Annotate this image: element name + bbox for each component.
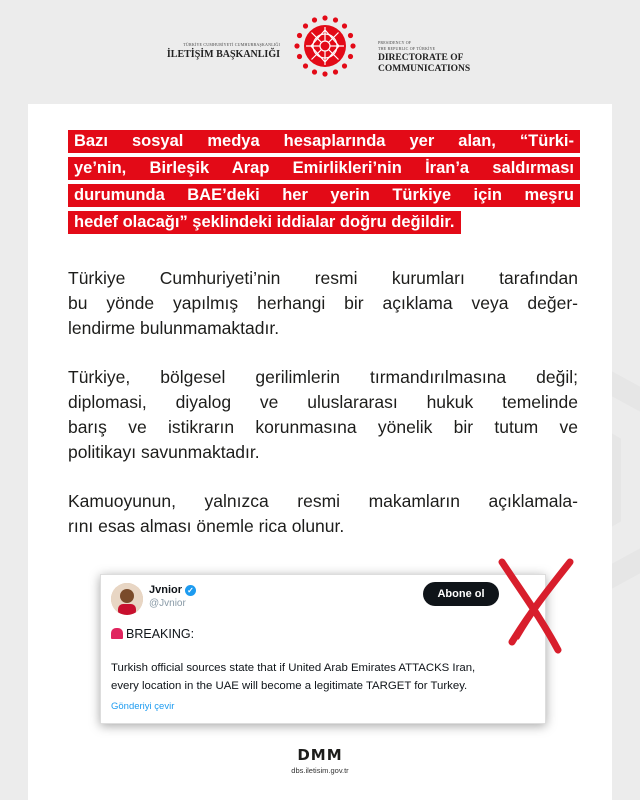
header-left-title [120,42,280,60]
statement-body [68,266,578,563]
tweet-screenshot [100,574,546,724]
paragraph-2-line-2: diplomasi, diyalog ve uluslararası hukuk temelinde [68,392,578,412]
siren-icon [111,628,123,639]
red-cross-mark-icon [496,556,576,656]
presidency-emblem-icon [293,14,357,78]
header-left-small: TÜRKİYE CUMHURİYETİ CUMHURBAŞKANLIĞI [183,42,280,47]
header-right-big-2: COMMUNICATIONS [378,64,471,74]
paragraph-3-line-1: Kamuoyunun, yalnızca resmi makamların açıklamala- [68,491,578,511]
header-right-small-1: PRESIDENCY OF [378,40,412,45]
paragraph-1-line-3: lendirme bulunmamaktadır. [68,318,280,338]
header-right-small-2: THE REPUBLIC OF TÜRKİYE [378,46,436,51]
headline-line-2: ye’nin, Birleşik Arap Emirlikleri’nin İran’a saldırması [68,157,580,180]
tweet-text [111,659,541,695]
headline-line-3: durumunda BAE’deki her yerin Türkiye için meşru [68,184,580,207]
tweet-breaking-label: BREAKING: [126,627,195,641]
follow-button[interactable]: Abone ol [423,582,499,606]
paragraph-2-line-4: politikayı savunmaktadır. [68,442,260,462]
tweet-breaking [111,627,194,641]
tweet-text-line-1: Turkish official sources state that if United Arab Emirates ATTACKS Iran, [111,662,476,674]
avatar-person-icon [111,583,143,615]
header-left-big: İLETİŞİM BAŞKANLIĞI [166,49,280,60]
headline-line-4: hedef olacağı” şeklindeki iddialar doğru değildir. [68,211,461,234]
header-right-title [378,40,518,75]
tweet-author-name: Jvnior [149,584,183,596]
translate-link[interactable]: Gönderiyi çevir [111,701,175,712]
page-header [0,0,640,104]
headline [68,130,580,238]
tweet-text-line-2: every location in the UAE will become a legitimate TARGET for Turkey. [111,680,468,692]
paragraph-1 [68,266,578,341]
tweet-handle: @Jvnior [149,598,186,609]
header-right-big-1: DIRECTORATE OF [378,53,464,63]
dmm-logo: DMM [297,746,343,764]
paragraph-2-line-3: barış ve istikrarın korunmasına yönelik bir tutum ve [68,417,578,437]
paragraph-1-line-2: bu yönde yapılmış herhangi bir açıklama veya değer- [68,293,578,313]
avatar [111,583,143,615]
verified-badge-icon: ✓ [185,585,196,596]
footer-url[interactable]: dbs.iletisim.gov.tr [291,766,349,775]
tweet-author [149,584,196,596]
paragraph-2 [68,365,578,465]
statement-card [28,104,612,800]
paragraph-3-line-2: rını esas alması önemle rica olunur. [68,516,345,536]
paragraph-1-line-1: Türkiye Cumhuriyeti’nin resmi kurumları tarafından [68,268,578,288]
headline-line-1: Bazı sosyal medya hesaplarında yer alan, “Türki- [68,130,580,153]
paragraph-3 [68,489,578,539]
paragraph-2-line-1: Türkiye, bölgesel gerilimlerin tırmandırılmasına değil; [68,367,578,387]
